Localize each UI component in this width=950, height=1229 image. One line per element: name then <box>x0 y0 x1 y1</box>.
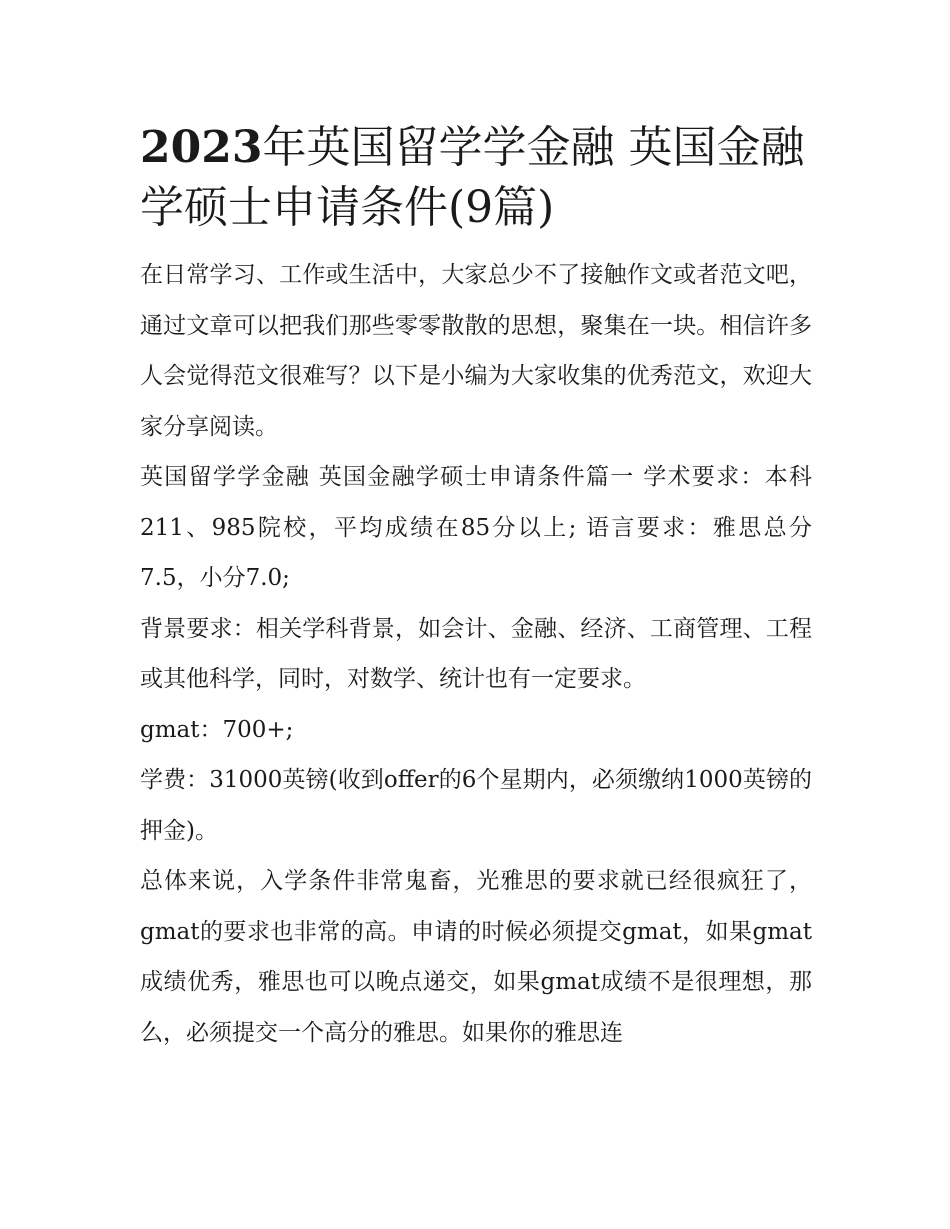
paragraph-gmat: gmat：700+; <box>140 716 294 743</box>
paragraph-background-requirements: 背景要求：相关学科背景，如会计、金融、经济、工商管理、工程或其他科学，同时，对数学、统计也有一定要求。 <box>140 615 812 692</box>
title-year: 2023 <box>140 122 263 173</box>
paragraph-summary: 总体来说，入学条件非常鬼畜，光雅思的要求就已经很疯狂了，gmat的要求也非常的高。申请的时候必须提交gmat，如果gmat成绩优秀，雅思也可以晚点递交，如果gmat成绩不是很理想，那么，必须提交一个高分的雅思。如果你的雅思连 <box>140 868 812 1046</box>
paragraph-intro: 在日常学习、工作或生活中，大家总少不了接触作文或者范文吧，通过文章可以把我们那些零零散散的思想，聚集在一块。相信许多人会觉得范文很难写？以下是小编为大家收集的优秀范文，欢迎大家分享阅读。 <box>140 262 812 440</box>
document-body <box>140 118 812 1058</box>
document-title <box>140 118 812 238</box>
paragraph-academic-requirements: 英国留学学金融 英国金融学硕士申请条件篇一 学术要求：本科211、985院校，平均成绩在85分以上; 语言要求：雅思总分7.5，小分7.0; <box>140 464 812 591</box>
paragraph-tuition: 学费：31000英镑(收到offer的6个星期内，必须缴纳1000英镑的押金)。 <box>140 767 812 844</box>
title-text: 年英国留学学金融 英国金融学硕士申请条件(9篇) <box>140 122 805 233</box>
